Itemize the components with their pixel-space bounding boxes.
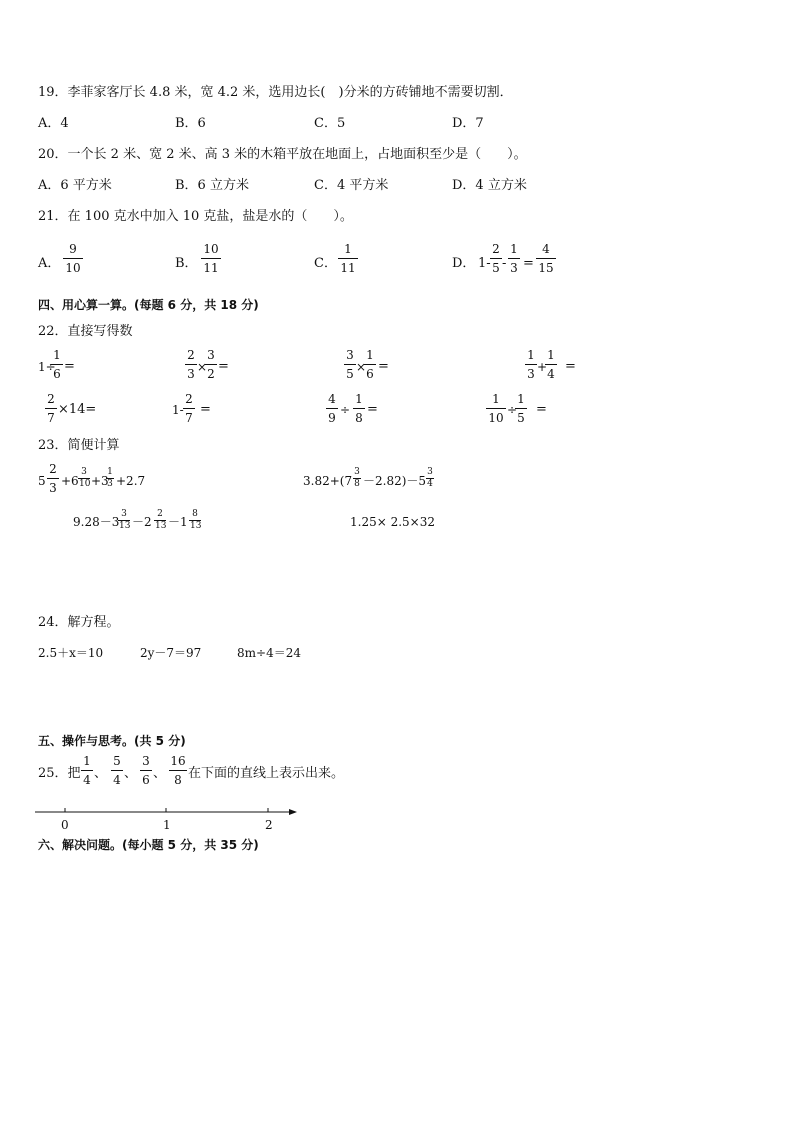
q21-option-a-fraction: 9 10	[63, 243, 83, 274]
section-4-title: 四、用心算一算。(每题 6 分，共 18 分)	[38, 298, 259, 312]
q20-option-c: C．4 平方米	[314, 178, 389, 193]
tick-label-1: 1	[163, 818, 171, 832]
q25-fraction-3: 3 6	[140, 755, 152, 786]
q22-expr-3-equals: =	[378, 359, 389, 374]
q21-option-d-fraction-3: 4 15	[536, 243, 556, 274]
q25-separator-2: 、	[124, 766, 138, 781]
q24-equation-3: 8m÷4＝24	[237, 646, 301, 660]
q20-option-a: A．6 平方米	[38, 178, 112, 193]
q23-expr-2-lead: 3.82+(7	[303, 474, 353, 488]
q22-expr-8-equals: =	[536, 402, 547, 417]
number-line-arrow-icon	[289, 809, 297, 815]
q23-expr-1-fraction-3: 1 3	[107, 467, 113, 489]
q23-expr-3-lead: 9.28－3	[73, 515, 120, 529]
q22-expr-7-equals: =	[367, 402, 378, 417]
q22-expr-1-equals: =	[64, 359, 75, 374]
q22-expr-2-fraction-2: 3 2	[205, 349, 217, 380]
q22-expr-3-fraction-2: 1 6	[364, 349, 376, 380]
number-line	[35, 803, 305, 819]
q23-expr-1-fraction-1: 2 3	[47, 463, 59, 494]
q20-option-b: B．6 立方米	[175, 178, 249, 193]
q22-expr-2-operator: ×	[197, 360, 208, 374]
q23-expr-2-fraction-1: 3 8	[354, 467, 360, 489]
q22-expr-7-fraction-2: 1 8	[353, 393, 365, 424]
q22-expr-6-equals: =	[200, 402, 211, 417]
q22-expr-7-operator: ÷	[340, 403, 351, 417]
q22-expr-1-fraction: 1 6	[51, 349, 63, 380]
q22-expr-6-lead: 1-	[172, 403, 184, 417]
q22-expr-7-fraction-1: 4 9	[326, 393, 338, 424]
q21-option-d-label: D．	[452, 256, 476, 271]
q22-expr-4-equals: =	[565, 359, 576, 374]
q24-stem: 24．解方程。	[38, 615, 120, 630]
q25-separator-1: 、	[94, 766, 108, 781]
q21-option-d-fraction-2: 1 3	[508, 243, 520, 274]
q25-separator-3: 、	[153, 766, 167, 781]
q22-expr-8-operator: ÷	[507, 403, 518, 417]
q23-expr-4: 1.25× 2.5×32	[350, 515, 435, 529]
q23-expr-3-minus-2: －1	[168, 515, 188, 529]
q21-option-d-equals: =	[523, 256, 534, 271]
q22-expr-3-fraction-1: 3 5	[344, 349, 356, 380]
q23-expr-2-fraction-2: 3 4	[427, 467, 433, 489]
q23-expr-1-tail: +2.7	[116, 474, 146, 488]
q23-expr-3-minus-1: －2	[132, 515, 152, 529]
q21-option-a-label: A．	[38, 256, 61, 271]
q25-fraction-4: 16 8	[170, 754, 186, 787]
q22-expr-4-fraction-1: 1 3	[525, 349, 537, 380]
q25-fraction-1: 1 4	[81, 755, 93, 786]
q23-expr-1-fraction-2: 3 10	[79, 467, 91, 489]
q21-option-b-label: B．	[175, 256, 198, 271]
tick-label-2: 2	[265, 818, 273, 832]
q21-stem: 21．在 100 克水中加入 10 克盐，盐是水的（ ）。	[38, 209, 353, 224]
q21-option-c-fraction: 1 11	[338, 243, 358, 274]
q23-stem: 23．简便计算	[38, 438, 120, 453]
tick-label-0: 0	[61, 818, 69, 832]
q22-expr-4-operator: +	[537, 360, 548, 374]
q24-equation-1: 2.5＋x＝10	[38, 646, 104, 660]
q22-expr-1-lead: 1÷	[38, 360, 56, 374]
section-5-title: 五、操作与思考。(共 5 分)	[38, 734, 186, 748]
q21-option-d-lead: 1-	[478, 256, 491, 271]
q23-expr-1-plus-2: +3	[91, 474, 109, 488]
q21-option-d-fraction-1: 2 5	[490, 243, 502, 274]
q25-fraction-2: 5 4	[111, 755, 123, 786]
q22-stem: 22．直接写得数	[38, 324, 133, 339]
q19-option-b: B．6	[175, 116, 206, 131]
q22-expr-2-fraction-1: 2 3	[185, 349, 197, 380]
q22-expr-4-fraction-2: 1 4	[545, 349, 557, 380]
q23-expr-2-mid: －2.82)－5	[363, 474, 427, 488]
q23-expr-3-fraction-2: 2 13	[155, 509, 167, 531]
q23-expr-1-whole: 5	[38, 474, 46, 488]
q22-expr-2-equals: =	[218, 359, 229, 374]
q20-stem: 20．一个长 2 米、宽 2 米、高 3 米的木箱平放在地面上，占地面积至少是（ ）。	[38, 147, 527, 162]
q23-expr-1-plus-1: +6	[61, 474, 79, 488]
q22-expr-8-fraction-2: 1 5	[515, 393, 527, 424]
q22-expr-8-fraction-1: 1 10	[486, 393, 506, 424]
q22-expr-6-fraction: 2 7	[183, 393, 195, 424]
q24-equation-2: 2y－7＝97	[140, 646, 202, 660]
q19-option-d: D．7	[452, 116, 484, 131]
q21-option-b-fraction: 10 11	[201, 243, 221, 274]
q19-option-a: A．4	[38, 116, 69, 131]
q19-option-c: C．5	[314, 116, 346, 131]
q22-expr-5-tail: ×14=	[58, 402, 97, 417]
section-6-title: 六、解决问题。(每小题 5 分，共 35 分)	[38, 838, 259, 852]
q25-tail: 在下面的直线上表示出来。	[188, 766, 345, 781]
q20-option-d: D．4 立方米	[452, 178, 527, 193]
q21-option-c-label: C．	[314, 256, 337, 271]
q22-expr-3-operator: ×	[356, 360, 367, 374]
q21-option-d-minus: -	[502, 256, 507, 271]
q23-expr-3-fraction-1: 3 13	[119, 509, 131, 531]
q23-expr-3-fraction-3: 8 13	[190, 509, 202, 531]
q22-expr-5-fraction: 2 7	[45, 393, 57, 424]
q25-lead: 25．把	[38, 766, 81, 781]
q19-stem: 19．李菲家客厅长 4.8 米，宽 4.2 米，选用边长( )分米的方砖铺地不需要切割．	[38, 85, 513, 100]
